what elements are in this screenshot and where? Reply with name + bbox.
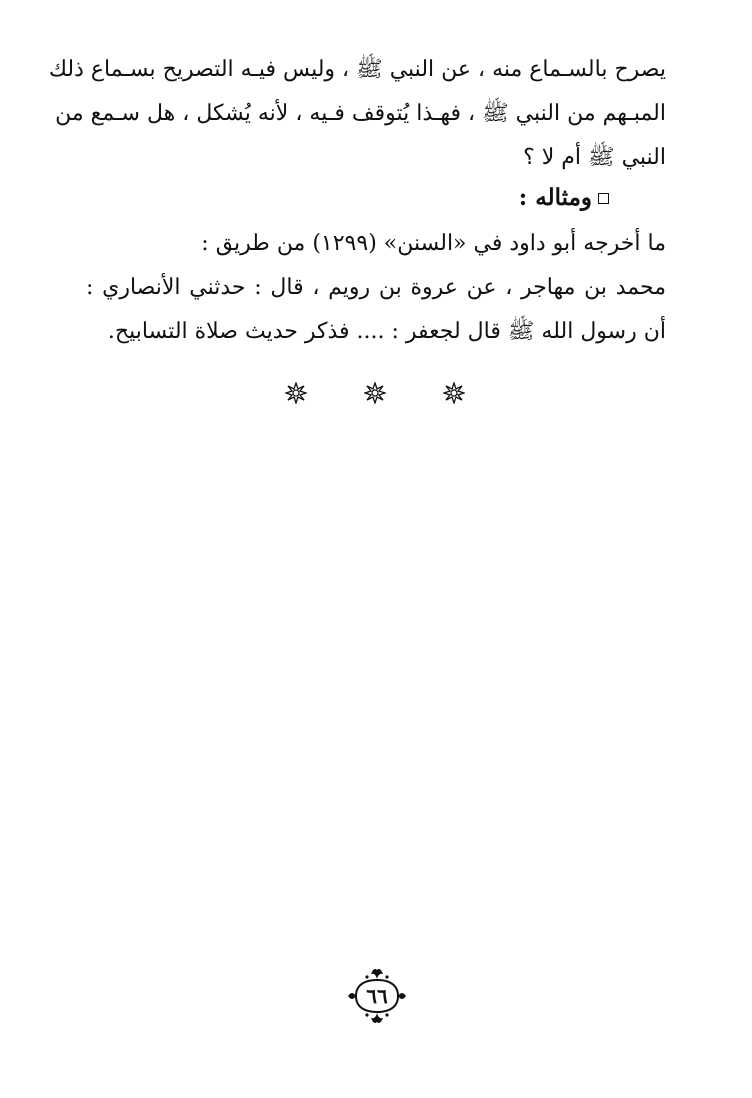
paragraph-3	[86, 266, 666, 354]
text-line: النبي ﷺ أم لا ؟	[523, 145, 666, 170]
text-line: يصرح بالسـماع منه ، عن النبي ﷺ ، وليس فيـه التصريح بسـماع ذلك	[48, 57, 666, 82]
star-ornament-icon	[285, 382, 307, 404]
text-line: ما أخرجه أبو داود في «السنن» (١٢٩٩) من طريق :	[201, 231, 666, 256]
star-ornament-icon	[364, 382, 386, 404]
text-line: محمد بن مهاجر ، عن عروة بن رويم ، قال : حدثني الأنصاري :	[86, 275, 666, 300]
text-line: أن رسول الله ﷺ قال لجعفر : .... فذكر حديث صلاة التسابيح.	[107, 319, 666, 344]
page-number: ٦٦	[366, 984, 388, 1008]
paragraph-1	[48, 48, 666, 180]
page-number-frame	[342, 966, 412, 1026]
square-bullet-icon	[598, 193, 609, 204]
text-line: المبـهم من النبي ﷺ ، فهـذا يُتوقف فـيه ، لأنه يُشكل ، هل سـمع من	[55, 101, 666, 126]
section-divider	[285, 382, 465, 404]
paragraph-2	[86, 222, 666, 266]
star-ornament-icon	[443, 382, 465, 404]
section-heading	[519, 180, 609, 216]
heading-label: ومثاله :	[518, 184, 592, 211]
